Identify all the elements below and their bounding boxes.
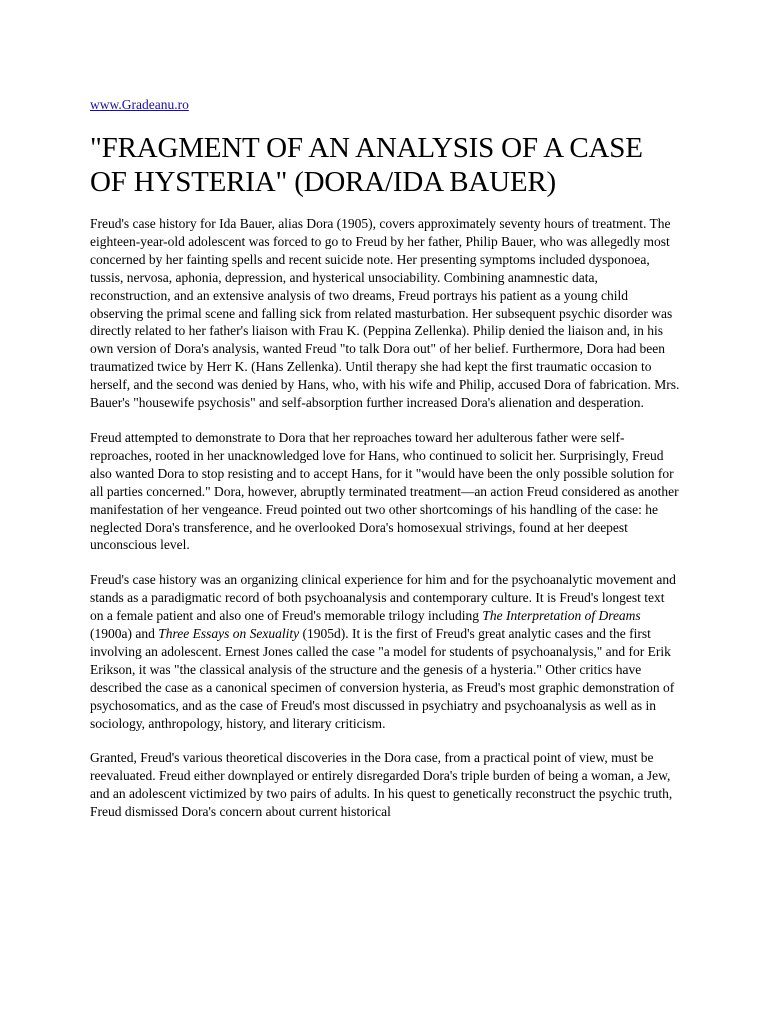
book-title-interpretation-of-dreams: The Interpretation of Dreams xyxy=(482,608,641,624)
paragraph-3 xyxy=(90,571,680,732)
book-title-three-essays: Three Essays on Sexuality xyxy=(158,626,300,642)
document-title: "FRAGMENT OF AN ANALYSIS OF A CASE OF HYSTERIA" (DORA/IDA BAUER) xyxy=(90,132,643,198)
paragraph-3-text-a: Freud's case history was an organizing clinical experience for him and for the psychoanalytic movement and stands as a paradigmatic record of both psychoanalysis and contemporary culture. It is Freud's longest text on a female patient and also one of Freud's memorable trilogy including xyxy=(90,572,676,624)
document-page xyxy=(90,96,680,838)
paragraph-1: Freud's case history for Ida Bauer, alias Dora (1905), covers approximately seventy hours of treatment. The eighteen-year-old adolescent was forced to go to Freud by her father, Philip Bauer, who was allegedly most concerned by her fainting spells and recent suicide note. Her presenting symptoms included dysponoea, tussis, nervosa, aphonia, depression, and hysterical unsociability. Combining anamnestic data, reconstruction, and an extensive analysis of two dreams, Freud portrays his patient as a young child observing the primal scene and falling sick from related masturbation. Her subsequent psychic disorder was directly related to her father's liaison with Frau K. (Peppina Zellenka). Philip denied the liaison and, in his own version of Dora's analysis, wanted Freud "to talk Dora out" of her belief. Furthermore, Dora had been traumatized twice by Herr K. (Hans Zellenka). Until therapy she had kept the first traumatic occasion to herself, and the second was denied by Hans, who, with his wife and Philip, accused Dora of fabrication. Mrs. Bauer's "housewife psychosis" and self-absorption further increased Dora's alienation and desperation. xyxy=(90,216,680,411)
paragraph-3-text-c: (1905d). It is the first of Freud's great analytic cases and the first involving an adolescent. Ernest Jones called the case "a model for students of psychoanalysis," and for Erik Erikson, it was "the classical analysis of the structure and the genesis of a hysteria." Other critics have described the case as a canonical specimen of conversion hysteria, as Freud's most graphic demonstration of psychosomatics, and as the case of Freud's most discussed in psychiatry and psychoanalysis as well as in sociology, anthropology, history, and literary criticism. xyxy=(90,626,675,731)
paragraph-4: Granted, Freud's various theoretical discoveries in the Dora case, from a practical point of view, must be reevaluated. Freud either downplayed or entirely disregarded Dora's triple burden of being a woman, a Jew, and an adolescent victimized by two pairs of adults. In his quest to genetically reconstruct the psychic truth, Freud dismissed Dora's concern about current historical xyxy=(90,750,673,820)
paragraph-2: Freud attempted to demonstrate to Dora that her reproaches toward her adulterous father were self-reproaches, rooted in her unacknowledged love for Hans, who continued to solicit her. Surprisingly, Freud also wanted Dora to stop resisting and to accept Hans, for it "would have been the only possible solution for all parties concerned." Dora, however, abruptly terminated treatment—an action Freud considered as another manifestation of her vengeance. Freud pointed out two other shortcomings of his handling of the case: he neglected Dora's transference, and he overlooked Dora's homosexual strivings, found at her deepest unconscious level. xyxy=(90,429,679,553)
paragraph-3-text-b: (1900a) and xyxy=(90,626,159,642)
site-link[interactable]: www.Gradeanu.ro xyxy=(90,97,189,112)
